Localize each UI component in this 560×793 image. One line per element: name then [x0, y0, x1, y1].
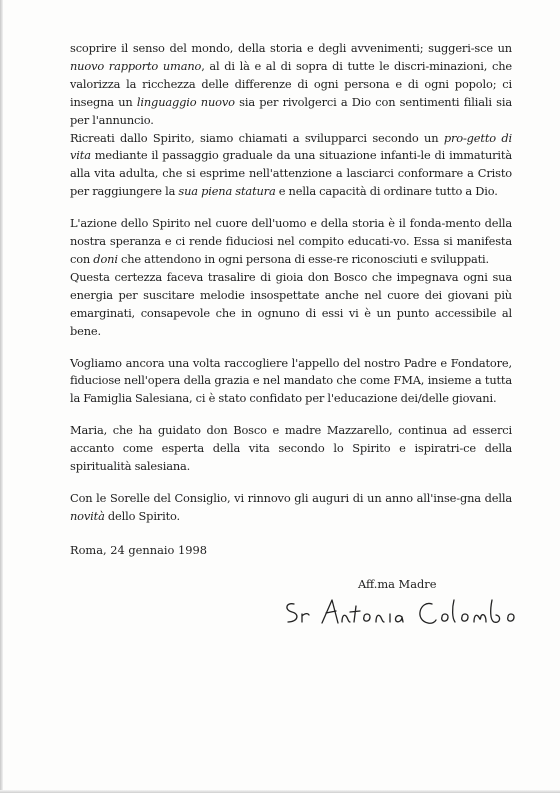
text-run: dello Spirito. [104, 508, 180, 523]
body-paragraph [70, 130, 512, 202]
text-run: Maria, che ha guidato don Bosco e madre Mazzarello, continua ad esserci accanto come esperta della vita secondo lo Spirito e ispiratri-ce della spiritualità salesiana. [70, 423, 512, 474]
italic-phrase: novità [70, 508, 105, 523]
text-run: , al di là e al di sopra di tutte le discri-minazioni, che valorizza la ricchezza delle differenze di ogni persona e di ogni popolo; ci insegna un [70, 58, 512, 109]
italic-phrase: linguaggio nuovo [136, 94, 235, 109]
text-run: Questa certezza faceva trasalire di gioia don Bosco che impegnava ogni sua energia per suscitare melodie insospettate anche nel cuore dei giovani più emarginati, consapevole che in ognuno di essi vi è un punto accessibile al bene. [70, 269, 512, 338]
text-run: L'azione dello Spirito nel cuore dell'uomo e della storia è il fonda-mento della nostra speranza e ci rende fiduciosi nel compito educati-vo. Essa si manifesta con [70, 216, 512, 266]
body-paragraph [70, 215, 512, 269]
text-run: mediante il passaggio graduale da una situazione infanti-le di immaturità alla vita adulta, che si esprime nell'attenzione a lasciarci conformare a Cristo per raggiungere la [70, 148, 512, 199]
italic-phrase: pro-getto di vita [70, 130, 512, 163]
letter-body [70, 40, 512, 526]
text-run: Vogliamo ancora una volta raccogliere l'appello del nostro Padre e Fondatore, fiduciose nell'opera della grazia e nel mandato che come FMA, insieme a tutta la Famiglia Salesiana, ci è stato confidato per l'educazione dei/delle giovani. [70, 355, 512, 406]
closing-salutation: Aff.ma Madre [358, 577, 437, 591]
body-paragraph [70, 490, 512, 526]
text-run: scoprire il senso del mondo, della storia e degli avvenimenti; suggeri-sce un [70, 41, 512, 55]
text-run: Ricreati dallo Spirito, siamo chiamati a svilupparci secondo un [70, 130, 444, 145]
body-paragraph [70, 40, 512, 130]
page-left-edge [0, 0, 3, 793]
text-run: Con le Sorelle del Consiglio, vi rinnovo gli auguri di un anno all'inse-gna della [70, 490, 512, 505]
italic-phrase: doni [93, 251, 118, 266]
text-run: e nella capacità di ordinare tutto a Dio. [275, 184, 498, 199]
dateline: Roma, 24 gennaio 1998 [70, 543, 207, 557]
text-run: che attendono in ogni persona di esse-re riconosciuti e sviluppati. [117, 251, 490, 266]
italic-phrase: sua piena statura [178, 184, 276, 199]
italic-phrase: nuovo rapporto umano [70, 58, 202, 73]
text-run: sia per rivolgerci a Dio con sentimenti filiali sia per l'annuncio. [70, 94, 512, 127]
body-paragraph [70, 269, 512, 341]
body-paragraph [70, 422, 512, 476]
handwritten-signature [280, 592, 530, 632]
body-paragraph [70, 355, 512, 409]
